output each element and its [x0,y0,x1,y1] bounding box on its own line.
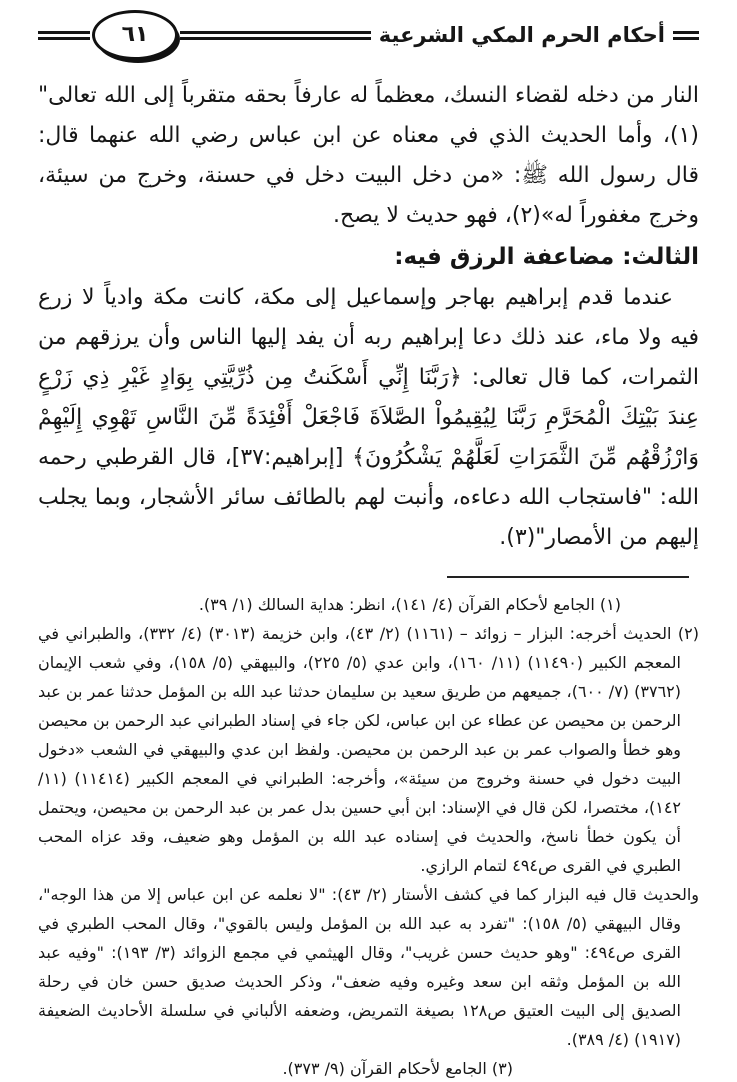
footnotes-section [38,590,699,1082]
footnote-2: (٢) الحديث أخرجه: البزار – زوائد – (١١٦١) (٢/ ٤٣)، وابن خزيمة (٣٠١٣) (٤/ ٣٣٢)، والطبراني في المعجم الكبير (١١٤٩٠) (١١/ ١٦٠)، وابن عدي (٥/ ٢٢٥)، والبيهقي (٥/ ١٥٨)، وفي شعب الإيمان (٣٧٦٢) (٧/ ٦٠٠)، جميعهم من طريق سعيد بن سليمان حدثنا عبد الله بن المؤمل حدثنا عمر بن عبد الرحمن بن محيصن عن عطاء عن ابن عباس، لكن جاء في إسناد الطبراني عبد الرحمن بن محيصن وهو خطأ والصواب عمر بن عبد الرحمن بن محيصن. ولفظ ابن عدي والبيهقي في الشعب «دخول البيت دخول في حسنة وخروج من سيئة»، وأخرجه: الطبراني في المعجم الكبير (١١٤١٤) (١١/ ١٤٢)، مختصرا، لكن قال في الإسناد: ابن أبي حسين بدل عمر بن عبد الرحمن بن محيصن، ويحتمل أن يكون خطأ ناسخ، والحديث في إسناده عبد الله بن المؤمل وهو ضعيف، وقد عزاه المحب الطبري في القرى ص٤٩٤ لتمام الرازي. [37,624,699,875]
header-rule-right-tick [673,31,699,40]
page-number-oval [92,10,178,60]
header-rule-left-tick [38,31,90,40]
page-header [38,10,699,60]
header-rule [180,31,371,40]
footnote-3: (٣) الجامع لأحكام القرآن (٩/ ٣٧٣). [282,1059,513,1078]
book-title: أحكام الحرم المكي الشرعية [378,23,665,47]
paragraph-rizq-multiplication: عندما قدم إبراهيم بهاجر وإسماعيل إلى مكة، كانت مكة وادياً لا زرع فيه ولا ماء، عند ذلك دعا إبراهيم ربه أن يفد إليها الناس وأن يرزقهم من الثمرات، كما قال تعالى: ﴿رَبَّنَا إِنِّي أَسْكَنتُ مِن ذُرِّيَّتِي بِوَادٍ غَيْرِ ذِي زَرْعٍ عِندَ بَيْتِكَ الْمُحَرَّمِ رَبَّنَا لِيُقِيمُواْ الصَّلاَةَ فَاجْعَلْ أَفْئِدَةً مِّنَ النَّاسِ تَهْوِي إِلَيْهِمْ وَارْزُقْهُم مِّنَ الثَّمَرَاتِ لَعَلَّهُمْ يَشْكُرُونَ﴾ [إبراهيم:٣٧]، قال القرطبي رحمه الله: "فاستجاب الله دعاءه، وأنبت لهم بالطائف سائر الأشجار، وبما يجلب إليهم من الأمصار"(٣). [38,285,699,550]
main-text [38,76,699,558]
page-number: ٦١ [121,22,149,47]
section-heading: الثالث: مضاعفة الرزق فيه: [394,244,699,270]
footnote-separator [447,576,689,578]
paragraph-hadith-discussion: النار من دخله لقضاء النسك، معظماً له عارفاً بحقه متقرباً إلى الله تعالى"(١)، وأما الحديث الذي في معناه عن ابن عباس رضي الله عنهما قال: قال رسول الله ﷺ: «من دخل البيت دخل في حسنة، وخرج من سيئة، وخرج مغفوراً له»(٢)، فهو حديث لا يصح. [38,83,699,228]
footnote-2-continued: والحديث قال فيه البزار كما في كشف الأستار (٢/ ٤٣): "لا نعلمه عن ابن عباس إلا من هذا الوجه"، وقال البيهقي (٥/ ١٥٨): "تفرد به عبد الله بن المؤمل وليس بالقوي"، وقال المحب الطبري في القرى ص٤٩٤: "وهو حديث حسن غريب"، وقال الهيثمي في مجمع الزوائد (٣/ ١٩٣): "وفيه عبد الله بن المؤمل وثقه ابن سعد وغيره وفيه ضعف"، وذكر الحديث صديق حسن خان في رحلة الصديق إلى البيت العتيق ص١٢٨ بصيغة التمريض، وضعفه الألباني في سلسلة الأحاديث الضعيفة (١٩١٧) (٤/ ٣٨٩). [38,885,700,1049]
footnote-1: (١) الجامع لأحكام القرآن (٤/ ١٤١)، انظر: هداية السالك (١/ ٣٩). [198,595,621,614]
